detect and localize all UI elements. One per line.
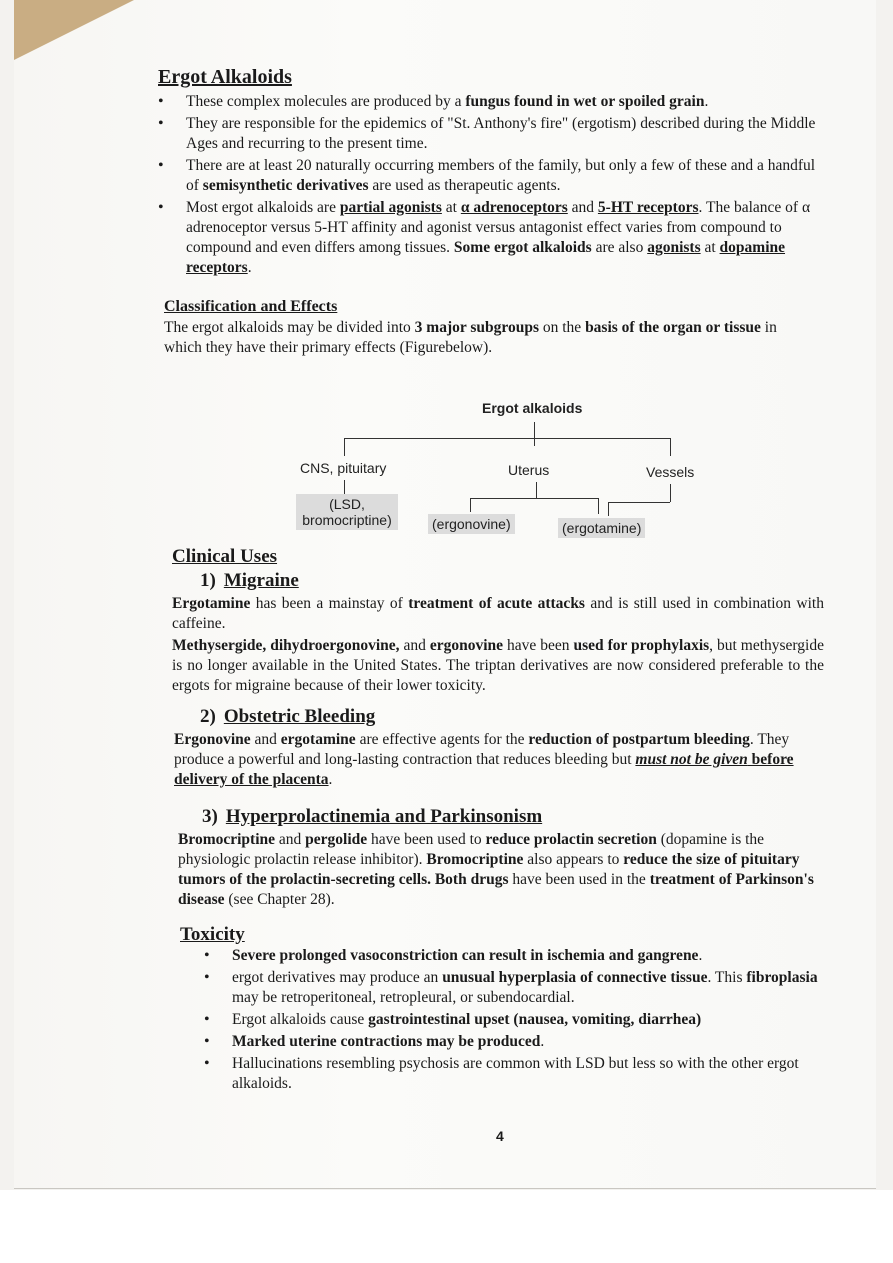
list-item: • Marked uterine contractions may be produced. <box>204 1032 828 1052</box>
obstetric-heading: 2) Obstetric Bleeding <box>200 706 376 727</box>
diagram-ergonovine-box: (ergonovine) <box>428 514 515 534</box>
diagram-connector <box>608 502 670 503</box>
page-title: Ergot Alkaloids <box>158 66 292 88</box>
diagram-connector <box>344 438 345 456</box>
list-item: • These complex molecules are produced by a fungus found in wet or spoiled grain. <box>158 92 826 112</box>
list-item: • Ergot alkaloids cause gastrointestinal upset (nausea, vomiting, diarrhea) <box>204 1010 828 1030</box>
diagram-ergotamine-box: (ergotamine) <box>558 518 645 538</box>
diagram-connector <box>670 438 671 456</box>
intro-bullet-list <box>158 92 826 280</box>
diagram-connector <box>536 482 537 498</box>
diagram-lsd-line1: (LSD, <box>329 496 365 512</box>
diagram-connector <box>344 480 345 494</box>
diagram-connector <box>470 498 598 499</box>
diagram-lsd-box <box>296 494 398 530</box>
migraine-heading: 1) Migraine <box>200 570 299 591</box>
diagram-root-label: Ergot alkaloids <box>482 400 583 416</box>
list-item: • Hallucinations resembling psychosis are common with LSD but less so with the other ergot alkaloids. <box>204 1054 828 1094</box>
list-item: • They are responsible for the epidemics of "St. Anthony's fire" (ergotism) described during the Middle Ages and recurring to the present time. <box>158 114 826 154</box>
toxicity-heading: Toxicity <box>180 924 245 945</box>
ergot-classification-diagram <box>290 398 710 548</box>
diagram-connector <box>534 422 535 446</box>
hyperprolactinemia-heading: 3) Hyperprolactinemia and Parkinsonism <box>202 806 543 827</box>
obstetric-paragraph: Ergonovine and ergotamine are effective agents for the reduction of postpartum bleeding. They produce a powerful and long-lasting contraction that reduces bleeding but must not be given before delivery of the placenta. <box>174 731 794 788</box>
diagram-connector <box>470 498 471 512</box>
diagram-lsd-line2: bromocriptine) <box>302 512 392 528</box>
list-item: • Most ergot alkaloids are partial agonists at α adrenoceptors and 5-HT receptors. The balance of α adrenoceptor versus 5-HT affinity and agonist versus antagonist effect varies from compound to compound and even differs among tissues. Some ergot alkaloids are also agonists at dopamine receptors. <box>158 198 826 278</box>
below-paper-area <box>0 1190 893 1263</box>
page-number: 4 <box>496 1128 504 1144</box>
classification-paragraph: The ergot alkaloids may be divided into 3 major subgroups on the basis of the organ or tissue in which they have their primary effects (Figurebelow). <box>164 319 777 356</box>
diagram-connector <box>608 502 609 516</box>
diagram-connector <box>344 438 670 439</box>
list-item: • There are at least 20 naturally occurring members of the family, but only a few of these and a handful of semisynthetic derivatives are used as therapeutic agents. <box>158 156 826 196</box>
list-item: • ergot derivatives may produce an unusual hyperplasia of connective tissue. This fibroplasia may be retroperitoneal, retropleural, or subendocardial. <box>204 968 828 1008</box>
diagram-cns-label: CNS, pituitary <box>300 460 387 476</box>
diagram-vessels-label: Vessels <box>646 464 695 480</box>
diagram-uterus-label: Uterus <box>508 462 550 478</box>
list-item: • Severe prolonged vasoconstriction can result in ischemia and gangrene. <box>204 946 828 966</box>
classification-heading: Classification and Effects <box>164 298 338 315</box>
toxicity-bullet-list <box>204 946 828 1096</box>
hyperprolactinemia-paragraph: Bromocriptine and pergolide have been used to reduce prolactin secretion (dopamine is the physiologic prolactin release inhibitor). Bromocriptine also appears to reduce the size of pituitary tumors of the prolactin-secreting cells. Both drugs have been used in the treatment of Parkinson's disease (see Chapter 28). <box>178 831 814 908</box>
diagram-connector <box>670 484 671 502</box>
clinical-uses-heading: Clinical Uses <box>172 546 278 567</box>
migraine-paragraph-2: Methysergide, dihydroergonovine, and ergonovine have been used for prophylaxis, but methysergide is no longer available in the United States. The triptan derivatives are now considered preferable to the ergots for migraine because of their lower toxicity. <box>172 637 824 694</box>
migraine-paragraph-1: Ergotamine has been a mainstay of treatment of acute attacks and is still used in combination with caffeine. <box>172 595 824 632</box>
diagram-connector <box>598 498 599 514</box>
